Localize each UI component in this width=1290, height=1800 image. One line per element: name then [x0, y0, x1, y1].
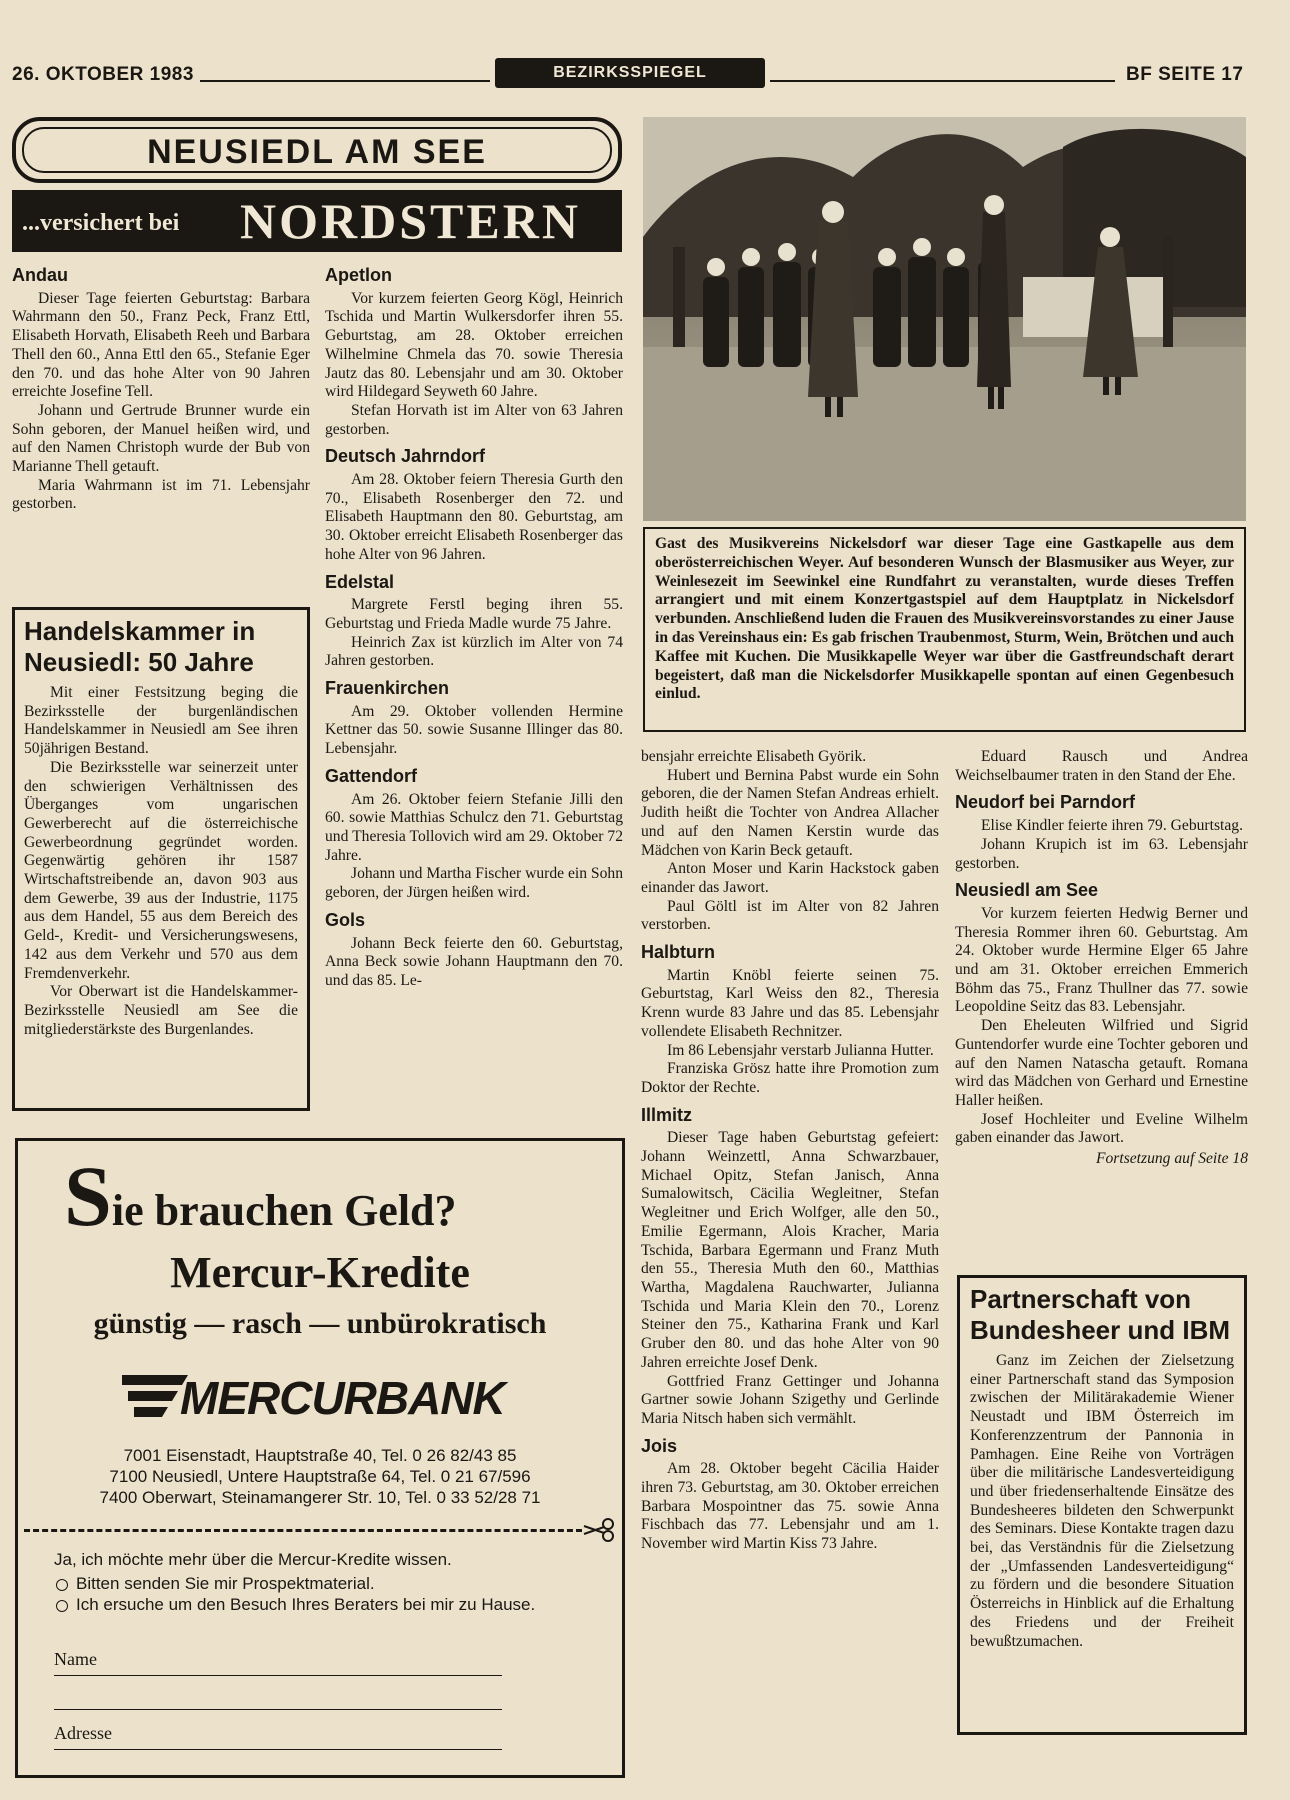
heading-neudorf: Neudorf bei Parndorf	[955, 792, 1136, 813]
heading-neusiedl-am-see: Neusiedl am See	[955, 880, 1099, 901]
paragraph: Gottfried Franz Gettinger und Johanna Gartner sowie Johann Szigethy und Gerlinde Maria Nitsch haben sich vermählt.	[641, 1372, 939, 1427]
header-rule-left	[200, 80, 490, 82]
paragraph: Hubert und Bernina Pabst wurde ein Sohn geboren, die der Namen Stefan Andreas erhielt. Judith heißt die Tochter von Andrea Allacher und auf den Namen Kerstin wurde das Mädchen von Karin Beck getauft.	[641, 766, 939, 859]
partnerschaft-headline: Partnerschaft von Bundesheer und IBM	[970, 1284, 1231, 1345]
paragraph: Martin Knöbl feierte seinen 75. Geburtstag, Karl Weiss den 82., Theresia Krenn wurde 83 Jahre und das 85. Lebensjahr vollendete Elisabeth Rechnitzer.	[641, 966, 939, 1040]
paragraph: Dieser Tage feierten Geburtstag: Barbara Wahrmann den 50., Franz Peck, Franz Ettl, Elisabeth Horvath, Elisabeth Reeh und Barbara Thell den 60., Anna Ettl den 65., Stefanie Eger den 70. und das hohe Alter von 90 Jahren erreichte Josefine Tell.	[12, 289, 310, 401]
band-photo	[643, 117, 1246, 521]
heading-gols: Gols	[325, 909, 366, 930]
option-label: Bitten senden Sie mir Prospektmaterial.	[76, 1574, 375, 1593]
coupon-option-berater[interactable]	[56, 1594, 594, 1615]
column-2	[325, 264, 623, 991]
ad-headline-text: ie brauchen Geld?	[111, 1186, 457, 1235]
radio-berater[interactable]	[56, 1600, 68, 1612]
paragraph: Die Bezirksstelle war seinerzeit unter den schwierigen Verhältnissen des Überganges vom ungarischen Gewerberecht auf die österreichische Gewerbeordnung gegründet worden. Gegenwärtig gehören ihr 1587 Wirtschaftstreibende an, davon 903 aus dem Gewerbe, 39 aus der Industrie, 1175 aus dem Handel, 55 aus dem Bereich des Geld-, Kredit- und Versicherungswesens, 142 aus dem Verkehr und 570 aus dem Fremdenverkehr.	[24, 758, 298, 982]
paragraph: Am 28. Oktober feiern Theresia Gurth den 70., Elisabeth Rosenberger den 72. und Elisabeth Hauptmann den 80. Geburtstag, am 30. Oktober erreicht Elisabeth Rosenberger das hohe Alter von 96 Jahren.	[325, 471, 623, 563]
paragraph: Margrete Ferstl beging ihren 55. Geburtstag und Frieda Madle wurde 75 Jahre.	[325, 596, 623, 632]
paragraph: Paul Göltl ist im Alter von 82 Jahren verstorben.	[641, 897, 939, 934]
paragraph: bensjahr erreichte Elisabeth Györik.	[641, 748, 867, 765]
scissors-icon	[582, 1518, 616, 1542]
nordstern-brand: NORDSTERN	[240, 193, 581, 249]
mercurbank-wordmark: MERCURBANK	[180, 1372, 505, 1424]
paragraph: Heinrich Zax ist kürzlich im Alter von 74 Jahren gestorben.	[325, 633, 623, 670]
paragraph: Mit einer Festsitzung beging die Bezirksstelle der burgenländischen Handelskammer in Neusiedl am See ihren 50jährigen Bestand.	[24, 684, 298, 758]
photo-caption: Gast des Musikvereins Nickelsdorf war dieser Tage eine Gastkapelle aus dem oberösterreichischen Weyer. Auf besonderen Wunsch der Blasmusiker aus Weyer, zur Weinlesezeit im Seewinkel eine Rundfahrt zu veranstalten, wurde dieses Treffen arrangiert und mit einem Konzertgastspiel auf dem Hauptplatz in Nickelsdorf verbunden. Anschließend luden die Frauen des Musikvereinsvorstandes zu einer Jause in das Vereinshaus ein: Es gab frischen Traubenmost, Sturm, Wein, Brötchen und auch Kaffee mit Kuchen. Die Musikkapelle Weyer war über die Gastfreundschaft derart begeistert, daß man die Nickelsdorfer Musikkapelle spontan auf einen Gegenbesuch einlud.	[643, 527, 1246, 732]
paragraph: Stefan Horvath ist im Alter von 63 Jahren gestorben.	[325, 401, 623, 438]
paragraph: Vor kurzem feierten Georg Kögl, Heinrich Tschida und Martin Wulkersdorfer ihren 55. Geburtstag, am 28. Oktober erreichen Wilhelmine Chmela das 70. sowie Theresia Jautz das 80. Lebensjahr und am 30. Oktober wird Hildegard Seyweth 60 Jahre.	[325, 289, 623, 401]
paragraph: Anton Moser und Karin Hackstock gaben einander das Jawort.	[641, 860, 939, 896]
paragraph: Eduard Rausch und Andrea Weichselbaumer traten in den Stand der Ehe.	[955, 748, 1248, 784]
heading-halbturn: Halbturn	[641, 942, 715, 963]
paragraph: Franziska Grösz hatte ihre Promotion zum Doktor der Rechte.	[641, 1060, 939, 1096]
nordstern-banner	[12, 190, 622, 252]
mercurbank-logo	[118, 1367, 538, 1425]
handelskammer-headline: Handelskammer in Neusiedl: 50 Jahre	[24, 616, 256, 677]
issue-date: 26. OKTOBER 1983	[12, 64, 194, 85]
address-oberwart: 7400 Oberwart, Steinamangerer Str. 10, Tel. 0 33 52/28 71	[99, 1488, 541, 1507]
ad-slogan: günstig — rasch — unbürokratisch	[93, 1307, 547, 1340]
paragraph: Elise Kindler feierte ihren 79. Geburtstag.	[981, 817, 1243, 835]
paragraph: Josef Hochleiter und Eveline Wilhelm gaben einander das Jawort.	[955, 1110, 1248, 1147]
option-label: Ich ersuche um den Besuch Ihres Beraters bei mir zu Hause.	[76, 1595, 536, 1614]
radio-prospekt[interactable]	[56, 1579, 68, 1591]
field-address-label: Adresse	[54, 1723, 112, 1743]
paragraph: Johann und Gertrude Brunner wurde ein Sohn geboren, der Manuel heißen wird, und auf den Namen Christoph wurde der Bub von Marianne Thell getauft.	[12, 401, 310, 476]
paragraph: Am 29. Oktober vollenden Hermine Kettner das 50. sowie Susanne Illinger das 80. Lebensjahr.	[325, 702, 623, 758]
coupon	[54, 1549, 594, 1615]
heading-gattendorf: Gattendorf	[325, 765, 417, 786]
section-title: BEZIRKSSPIEGEL	[495, 58, 765, 88]
mercurbank-ad	[15, 1138, 625, 1778]
page-number: BF SEITE 17	[1126, 64, 1244, 85]
partnerschaft-article	[957, 1275, 1247, 1735]
paragraph: Den Eheleuten Wilfried und Sigrid Guntendorfer wurde eine Tochter geboren und auf den Namen Natascha getauft. Romana wird das Mädchen von Gerhard und Ernestine Haller heißen.	[955, 1017, 1248, 1109]
column-3	[641, 748, 939, 1554]
handelskammer-article	[12, 607, 310, 1111]
ad-headline-initial: S	[64, 1148, 112, 1244]
name-field-line[interactable]	[54, 1675, 502, 1676]
heading-apetlon: Apetlon	[325, 265, 392, 285]
heading-illmitz: Illmitz	[641, 1104, 693, 1125]
heading-edelstal: Edelstal	[325, 571, 395, 592]
paragraph: Johann Krupich ist im 63. Lebensjahr gestorben.	[955, 835, 1248, 872]
paragraph: Vor Oberwart ist die Handelskammer-Bezirksstelle Neusiedl am See die mitgliederstärkste des Burgenlandes.	[24, 983, 298, 1038]
name-field-line-2[interactable]	[54, 1709, 502, 1710]
coupon-cut-line	[24, 1529, 582, 1532]
heading-deutsch-jahrndorf: Deutsch Jahrndorf	[325, 446, 486, 467]
paragraph: Vor kurzem feierten Hedwig Berner und Theresia Rommer ihren 60. Geburtstag. Am 24. Oktober wurde Hermine Elger 65 Jahre und am 31. Oktober erreichen Emmerich Böhm das 75., Franz Thullner das 77. sowie Leopoldine Seitz das 83. Lebensjahr.	[955, 904, 1248, 1016]
coupon-option-prospekt[interactable]	[56, 1573, 594, 1594]
paragraph: Am 26. Oktober feiern Stefanie Jilli den 60. sowie Matthias Schulcz den 71. Geburtstag und Theresia Tollovich wird am 29. Oktober 72 Jahre.	[325, 790, 623, 864]
heading-frauenkirchen: Frauenkirchen	[325, 678, 450, 699]
paragraph: Im 86 Lebensjahr verstarb Julianna Hutter.	[667, 1041, 934, 1059]
ad-product: Mercur-Kredite	[170, 1248, 470, 1297]
region-banner	[12, 117, 622, 183]
address-field-line[interactable]	[54, 1749, 502, 1750]
paragraph: Dieser Tage haben Geburtstag gefeiert: Johann Weinzettl, Anna Schwarzbauer, Michael Opitz, Stefan Janisch, Anna Sumalowitsch, Cäcilia Wegleitner, Stefan Wegleitner und Erich Wolfger, alle den 50., Emilie Egermann, Alois Kracher, Maria Tschida, Barbara Egermann und Franz Muth den 55., Theresia Muth den 60., Matthias Wartha, Magdalena Rauchwarter, Julianna Tschida und Maria Klein den 70., Lorenz Steiner den 75., Katharina Frank und Karl Gruber den 80. und das hohe Alter von 90 Jahren erreichte Josef Denk.	[641, 1129, 939, 1371]
paragraph: Johann Beck feierte den 60. Geburtstag, Anna Beck sowie Johann Hauptmann den 70. und das 85. Le-	[325, 934, 623, 989]
field-name-label: Name	[54, 1649, 97, 1669]
ad-headline	[64, 1148, 457, 1244]
paragraph: Am 28. Oktober begeht Cäcilia Haider ihren 73. Geburtstag, am 30. Oktober erreichen Barbara Mospointner das 75. sowie Anna Fischbach das 77. Lebensjahr und am 1. November wird Martin Kiss 73 Jahre.	[641, 1460, 939, 1553]
heading-jois: Jois	[641, 1435, 678, 1456]
paragraph: Maria Wahrmann ist im 71. Lebensjahr gestorben.	[12, 476, 310, 513]
coupon-intro: Ja, ich möchte mehr über die Mercur-Kredite wissen.	[54, 1550, 452, 1569]
heading-andau: Andau	[12, 265, 68, 285]
paragraph: Johann und Martha Fischer wurde ein Sohn geboren, der Jürgen heißen wird.	[325, 865, 623, 902]
paragraph: Ganz im Zeichen der Zielsetzung einer Partnerschaft stand das Symposion zwischen der Militärakademie Wiener Neustadt und IBM Österreich im Konferenzzentrum der Pannonia in Pamhagen. Eine Reihe von Vorträgen über die militärische Landesverteidigung und über friedenserhaltende Einsätze des Bundesheeres bildeten den Schwerpunkt des Seminars. Diese Kontakte tragen dazu bei, das Verständnis für die Zielsetzung der „Umfassenden Landesverteidigung“ zu fördern und die besondere Situation Österreichs in Hinblick auf die Erhaltung des Friedens und der Freiheit bewußtzumachen.	[970, 1352, 1234, 1650]
address-eisenstadt: 7001 Eisenstadt, Hauptstraße 40, Tel. 0 26 82/43 85	[123, 1446, 517, 1465]
header-rule-right	[770, 80, 1115, 82]
address-neusiedl: 7100 Neusiedl, Untere Hauptstraße 64, Tel. 0 21 67/596	[109, 1467, 531, 1486]
region-title: NEUSIEDL AM SEE	[147, 133, 487, 171]
column-andau	[12, 264, 310, 514]
band-photo-illustration	[643, 117, 1246, 521]
column-4	[955, 748, 1248, 1169]
ad-addresses	[18, 1445, 622, 1508]
continued-note: Fortsetzung auf Seite 18	[1095, 1150, 1248, 1168]
nordstern-tagline: ...versichert bei	[22, 210, 180, 236]
